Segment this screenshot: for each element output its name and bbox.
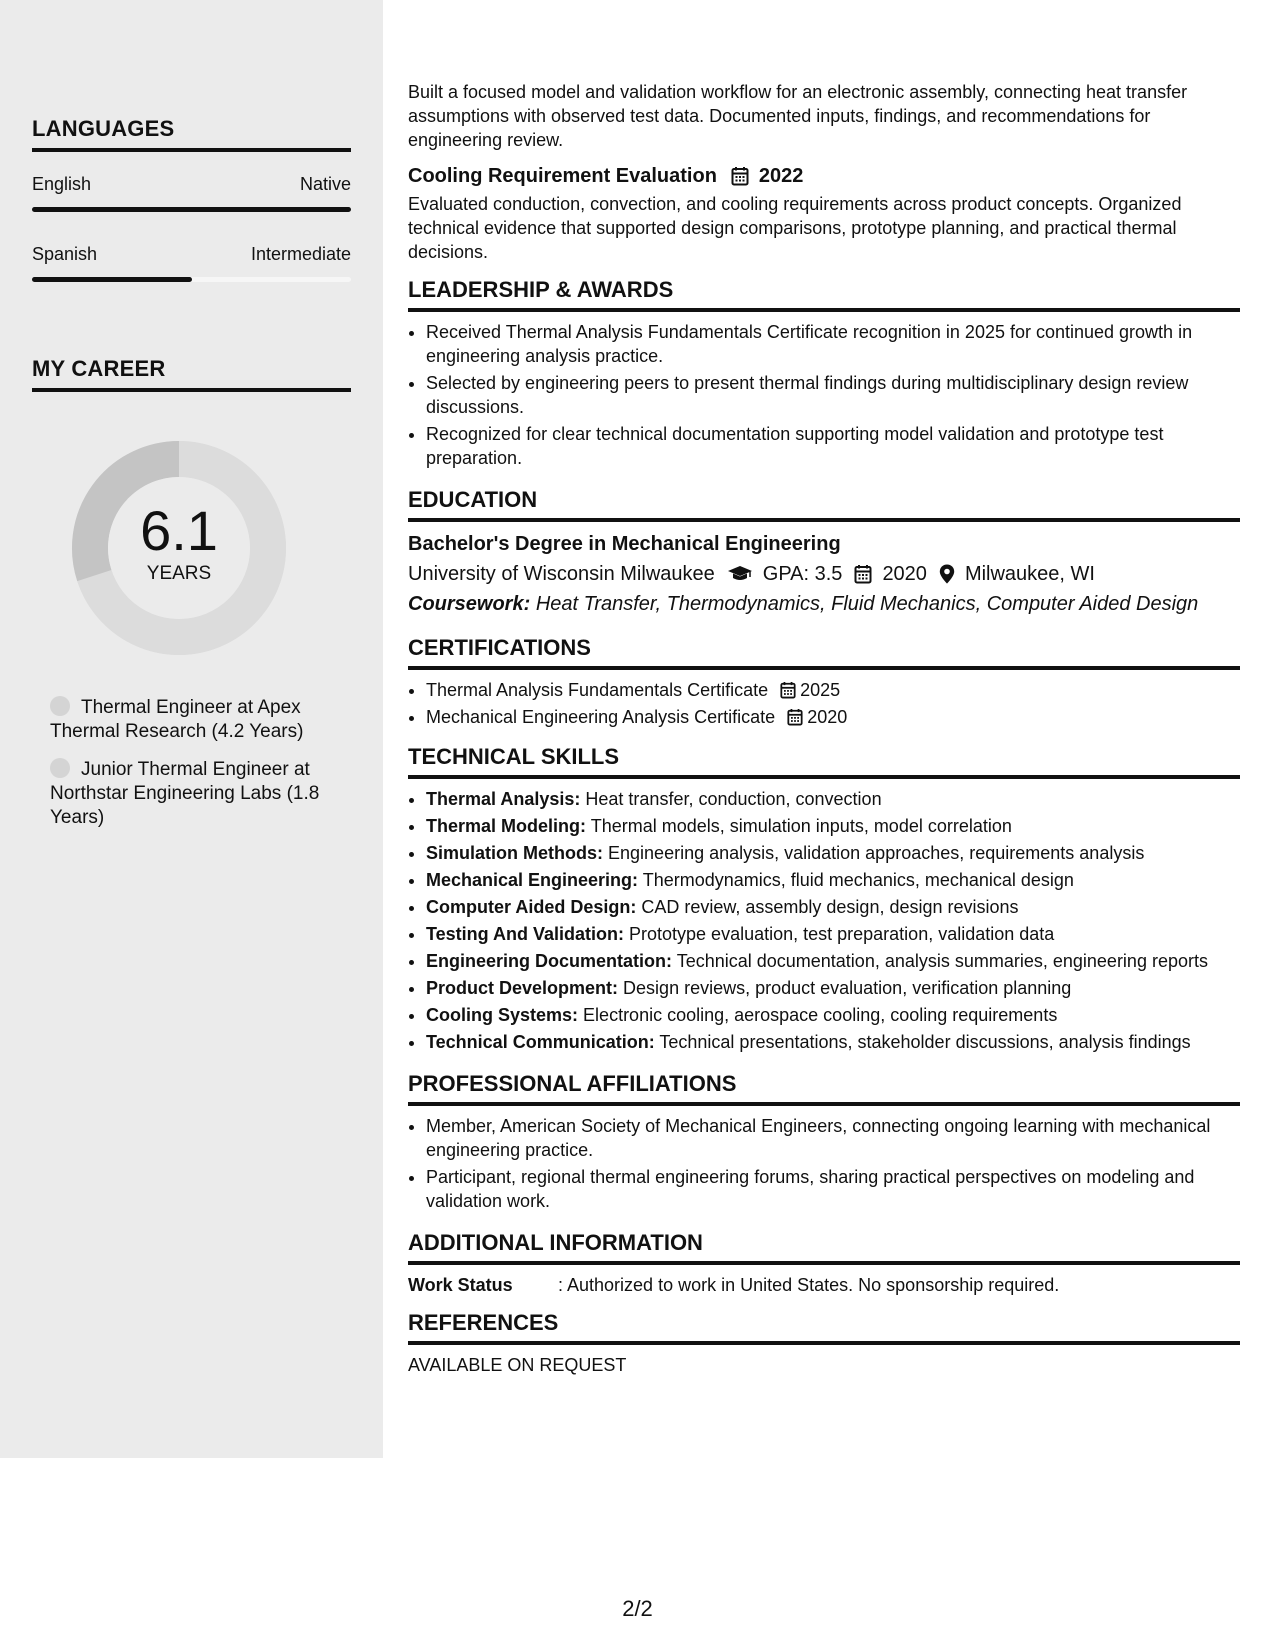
certification-name: • Mechanical Engineering Analysis Certificate [426, 707, 776, 727]
list-item [426, 895, 1240, 919]
affiliations-list [408, 1114, 1240, 1213]
list-item [426, 976, 1240, 1000]
career-item-text: Junior Thermal Engineer at Northstar Engineering Labs (1.8 Years) [50, 759, 320, 828]
language-level: Intermediate [250, 244, 351, 264]
skill-label: Thermal Analysis: [426, 789, 581, 809]
certification-year: 2025 [800, 680, 841, 700]
project-title-row [408, 164, 1240, 188]
language-name: Spanish [32, 244, 98, 264]
additional-info-heading: ADDITIONAL INFORMATION [408, 1231, 1240, 1265]
list-item [426, 814, 1240, 838]
project-title: Cooling Requirement Evaluation [408, 165, 717, 187]
certification-year: 2020 [807, 707, 848, 727]
languages-heading: LANGUAGES [32, 116, 351, 152]
language-name: English [32, 174, 92, 194]
career-item-text: Thermal Engineer at Apex Thermal Research (4.2 Years) [50, 697, 304, 742]
certifications-list [408, 678, 1240, 729]
references-text: AVAILABLE ON REQUEST [408, 1355, 627, 1375]
skill-value: Thermal models, simulation inputs, model correlation [590, 816, 1012, 836]
page-number: 2/2 [622, 1596, 653, 1621]
calendar-icon [854, 564, 872, 584]
career-item [50, 696, 340, 744]
calendar-icon [787, 708, 803, 726]
career-list [50, 696, 340, 844]
certification-name: • Thermal Analysis Fundamentals Certificate [426, 680, 769, 700]
work-status-row [408, 1273, 1240, 1297]
career-legend-dot [50, 758, 70, 778]
skill-value: Design reviews, product evaluation, verification planning [623, 978, 1072, 998]
sidebar [0, 0, 383, 1458]
skill-value: Engineering analysis, validation approaches, requirements analysis [608, 843, 1145, 863]
calendar-icon [731, 166, 749, 186]
leadership-list [408, 320, 1240, 470]
list-item: • Recognized for clear technical documentation supporting model validation and prototype test preparation. [426, 422, 1240, 470]
skill-value: CAD review, assembly design, design revisions [641, 897, 1019, 917]
school-location: Milwaukee, WI [964, 563, 1095, 585]
skills-list [408, 787, 1240, 1054]
project-description: Evaluated conduction, convection, and cooling requirements across product concepts. Organized technical evidence that supported design comparisons, prototype planning, and practical thermal decisions. [408, 194, 1182, 262]
coursework [408, 592, 1240, 616]
skill-value: Technical presentations, stakeholder discussions, analysis findings [659, 1032, 1191, 1052]
career-heading: MY CAREER [32, 356, 351, 392]
graduation-cap-icon [727, 565, 753, 583]
career-item [50, 758, 340, 830]
gpa: GPA: 3.5 [762, 563, 843, 585]
language-item [32, 174, 351, 212]
skill-value: Electronic cooling, aerospace cooling, cooling requirements [583, 1005, 1058, 1025]
calendar-icon [780, 681, 796, 699]
language-proficiency-bar [32, 277, 351, 282]
skill-value: Heat transfer, conduction, convection [585, 789, 882, 809]
degree-title: Bachelor's Degree in Mechanical Engineering [408, 533, 841, 555]
list-item: • Selected by engineering peers to present thermal findings during multidisciplinary design review discussions. [426, 371, 1240, 419]
skill-label: Cooling Systems: [426, 1005, 579, 1025]
list-item [426, 1003, 1240, 1027]
list-item [426, 922, 1240, 946]
work-status-label: Work Status [408, 1275, 513, 1295]
skill-label: Computer Aided Design: [426, 897, 637, 917]
language-proficiency-bar [32, 207, 351, 212]
work-status-value: : Authorized to work in United States. No sponsorship required. [558, 1275, 1060, 1295]
project-intro: Built a focused model and validation workflow for an electronic assembly, connecting heat transfer assumptions with observed test data. Documented inputs, findings, and recommendations for engineering review. [408, 82, 1188, 150]
education-heading: EDUCATION [408, 488, 1240, 522]
skill-label: Engineering Documentation: [426, 951, 673, 971]
list-item [426, 1030, 1240, 1054]
skill-value: Thermodynamics, fluid mechanics, mechanical design [642, 870, 1074, 890]
language-proficiency-fill [32, 207, 351, 212]
language-item [32, 244, 351, 282]
main-content [408, 80, 1240, 1377]
skills-heading: TECHNICAL SKILLS [408, 745, 1240, 779]
school-name: University of Wisconsin Milwaukee [408, 563, 715, 585]
project-year: 2022 [758, 165, 804, 187]
skill-label: Technical Communication: [426, 1032, 655, 1052]
language-proficiency-fill [32, 277, 192, 282]
affiliations-heading: PROFESSIONAL AFFILIATIONS [408, 1072, 1240, 1106]
references-heading: REFERENCES [408, 1311, 1240, 1345]
skill-label: Product Development: [426, 978, 619, 998]
career-donut-chart [66, 435, 292, 661]
skill-label: Thermal Modeling: [426, 816, 587, 836]
list-item [426, 705, 1240, 729]
list-item [426, 787, 1240, 811]
list-item: • Member, American Society of Mechanical Engineers, connecting ongoing learning with mechanical engineering practice. [426, 1114, 1240, 1162]
skill-label: Simulation Methods: [426, 843, 603, 863]
certifications-heading: CERTIFICATIONS [408, 636, 1240, 670]
leadership-heading: LEADERSHIP & AWARDS [408, 278, 1240, 312]
career-years-label: YEARS [146, 563, 212, 584]
graduation-year: 2020 [882, 563, 927, 585]
languages-section [32, 116, 351, 282]
skill-value: Prototype evaluation, test preparation, validation data [629, 924, 1055, 944]
career-total-years: 6.1 [140, 499, 218, 562]
education-details [408, 562, 1240, 586]
skill-value: Technical documentation, analysis summaries, engineering reports [676, 951, 1208, 971]
list-item [426, 678, 1240, 702]
career-legend-dot [50, 696, 70, 716]
list-item [426, 949, 1240, 973]
list-item [426, 868, 1240, 892]
language-level: Native [299, 174, 351, 194]
list-item: • Participant, regional thermal engineering forums, sharing practical perspectives on modeling and validation work. [426, 1165, 1240, 1213]
list-item [426, 841, 1240, 865]
coursework-list: Heat Transfer, Thermodynamics, Fluid Mechanics, Computer Aided Design [535, 593, 1199, 615]
skill-label: Mechanical Engineering: [426, 870, 639, 890]
list-item: • Received Thermal Analysis Fundamentals Certificate recognition in 2025 for continued growth in engineering analysis practice. [426, 320, 1240, 368]
coursework-label: Coursework: [408, 593, 531, 615]
skill-label: Testing And Validation: [426, 924, 624, 944]
location-pin-icon [939, 564, 955, 584]
career-section [32, 356, 351, 392]
